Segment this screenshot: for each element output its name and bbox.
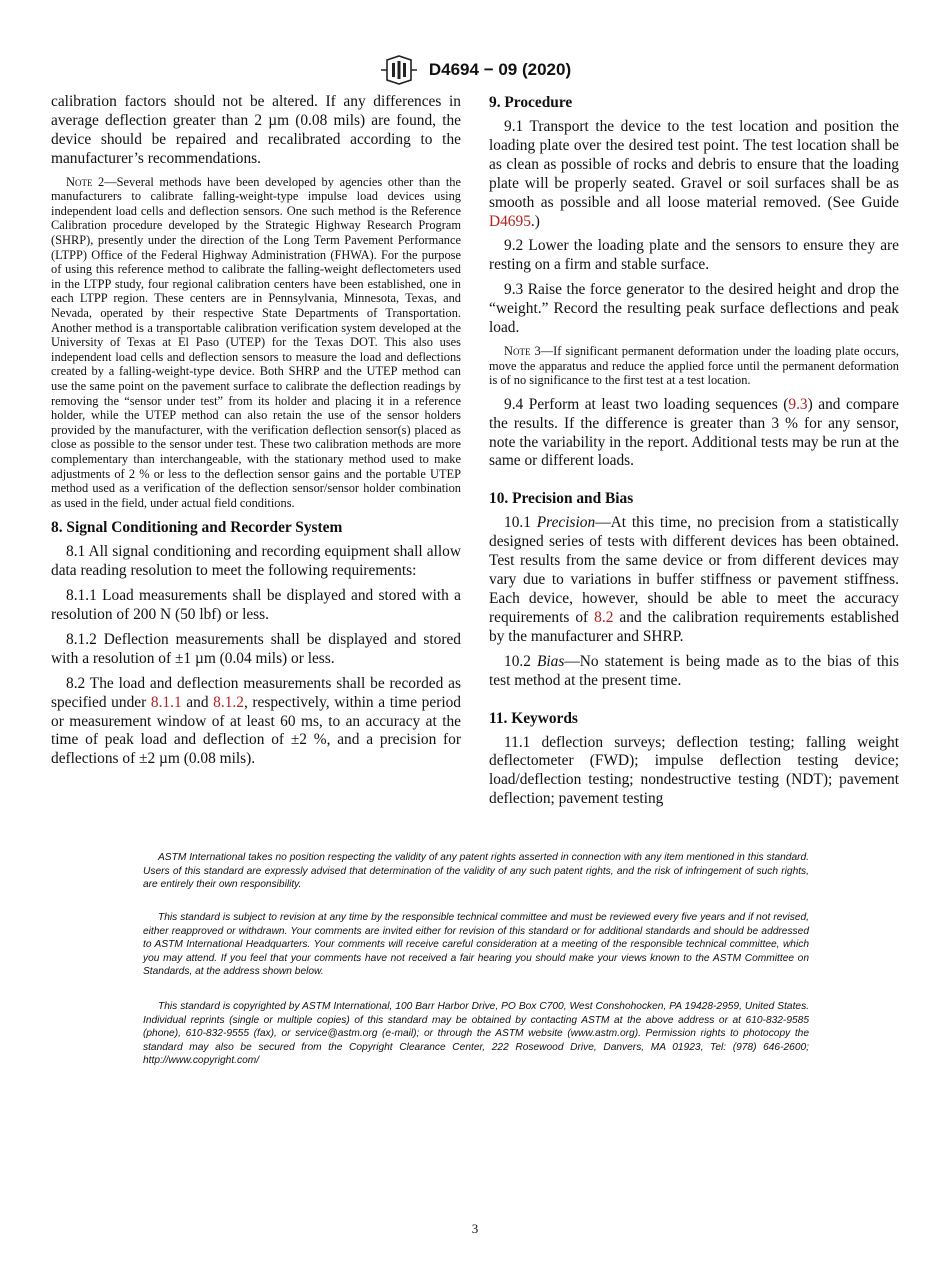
left-column [51,93,461,775]
footer-revision-notice [143,911,809,979]
paragraph-11-1: 11.1 deflection surveys; deflection testing; falling weight deflectometer (FWD); impulse deflection testing device; load/deflection testing; nondestructive testing (NDT); pavement deflection; pavement testing [489,733,899,808]
term-bias: Bias [536,652,565,670]
page-header [0,54,950,86]
paragraph-continued: calibration factors should not be altered. If any differences in average deflection greater than 2 µm (0.08 mils) are found, the device should be repaired and recalibrated according to the manufacturer’s recommendations. [51,93,461,167]
paragraph-10-1 [489,514,899,646]
footer-patent-notice [143,851,809,892]
text-span: and the calibration requirements established by the manufacturer and SHRP. [489,608,899,645]
paragraph-9-1 [489,118,899,231]
footer-text: This standard is subject to revision at any time by the responsible technical committee and must be reviewed every five years and if not revised, either reapproved or withdrawn. Your comments are invited either for revision of this standard or for additional standards and should be addressed to ASTM International Headquarters. Your comments will receive careful consideration at a meeting of the responsible technical committee, which you may attend. If you feel that your comments have not received a fair hearing you should make your views known to the ASTM Committee on Standards, at the address shown below. [143,912,809,978]
text-span: and [181,693,214,711]
paragraph-10-2 [489,653,899,691]
xref-link-8-1-1[interactable]: 8.1.1 [150,693,182,711]
document-id: D4694 − 09 (2020) [428,60,572,79]
section-heading-10: 10. Precision and Bias [489,490,634,508]
page-number: 3 [471,1221,479,1236]
xref-link-d4695[interactable]: D4695 [489,212,531,230]
footer-copyright-notice [143,1000,809,1068]
note-3 [489,344,899,388]
text-span: .) [530,212,540,230]
paragraph-8-1-1: 8.1.1 Load measurements shall be displayed and stored with a resolution of 200 N (50 lbf) or less. [51,587,461,623]
paragraph-9-3: 9.3 Raise the force generator to the desired height and drop the “weight.” Record the resulting peak surface deflections and peak load. [489,281,899,337]
paragraph-8-1: 8.1 All signal conditioning and recording equipment shall allow data reading resolution to meet the following requirements: [51,543,461,580]
text-span: , respectively, within a time period or measurement window of at least 60 ms, to an accuracy at the time of peak load and deflection of ±2 %, and a precision for deflections of ±2 µm (0.08 mils). [51,693,462,768]
paragraph-8-2 [51,675,461,770]
text-span: 9.1 Transport the device to the test location and position the loading plate over the desired test point. The test location shall be as clean as possible of rocks and debris to ensure that the loading plate will be properly seated. Gravel or soil surfaces shall be as smooth as possible and all loose material removed. (See Guide [489,118,899,211]
paragraph-9-2: 9.2 Lower the loading plate and the sensors to ensure they are resting on a firm and stable surface. [489,237,899,274]
xref-link-9-3[interactable]: 9.3 [788,395,808,413]
note-label: Note 3 [504,343,541,358]
note-text: —Several methods have been developed by agencies other than the manufacturers to calibrate falling-weight-type impulse load devices using independent load cells and deflection sensors. One such method is the Reference Calibration procedure developed by the Strategic Highway Research Program (SHRP), presently under the direction of the Long Term Pavement Performance (LTPP) Office of the Federal Highway Administration (FHWA). For the purpose of using this reference method to calibrate the falling-weight deflectometers used in the LTPP study, four regional calibration centers have been established, one in each LTPP region. These centers are in Pennsylvania, Minnesota, Texas, and Nevada, operated by their respective State Departments of Transportation. Another method is a transportable calibration verification system developed at the University of Texas at El Paso (UTEP) for the Texas DOT. This also uses independent load cells and deflection sensors to measure the load and deflections created by a falling-weight-type device. Both SHRP and the UTEP method can use the same point on the pavement surface to calibrate the deflection readings by removing the “sensor under test” from its holder and placing it in a reference holder, while the UTEP method can also retain the use of the sensor holders provided by the manufacturer, with the verification deflection sensor(s) placed as close as possible to the sensor under test. These two calibration methods are more complementary than interchangeable, with the stationary method used to make adjustments of 2 % or less to the deflection sensor gains and the portable UTEP method used as a verification of the deflection sensor/sensor holder combination as used in the field, under actual field conditions. [51,174,461,510]
note-2 [51,175,461,511]
astm-logo-icon [379,54,419,86]
text-span: —At this time, no precision from a statistically designed series of tests with different devices has been obtained. Test results from the same device or from different devices may vary due to variations in buffer stiffness or pavement stiffness. Each device, however, should be able to meet the accuracy requirements of [489,514,899,626]
term-precision: Precision [536,514,596,532]
xref-link-8-2[interactable]: 8.2 [594,608,614,626]
section-heading-8: 8. Signal Conditioning and Recorder System [51,519,343,537]
spacer [489,477,899,489]
text-span: 8.2 The load and deflection measurements shall be recorded as specified under [51,674,461,711]
footer-text: ASTM International takes no position respecting the validity of any patent rights asserted in connection with any item mentioned in this standard. Users of this standard are expressly advised that determination of the validity of any such patent rights, and the risk of infringement of such rights, are entirely their own responsibility. [143,852,809,891]
spacer [489,697,899,709]
section-heading-9: 9. Procedure [489,94,573,111]
text-span: 10.1 [504,514,537,532]
paragraph-9-4 [489,396,899,472]
right-column [489,93,899,815]
text-span: ) and compare the results. If the difference is greater than 3 % for any sensor, note the variability in the report. Additional tests may be run at the same or different loads. [489,395,899,470]
note-label: Note 2 [66,174,105,189]
paragraph-8-1-2: 8.1.2 Deflection measurements shall be displayed and stored with a resolution of ±1 µm (0.04 mils) or less. [51,630,461,667]
note-text: —If significant permanent deformation under the loading plate occurs, move the apparatus and reduce the applied force until the permanent deformation is of no significance to the first test at a test location. [489,343,899,388]
footer-text: This standard is copyrighted by ASTM International, 100 Barr Harbor Drive, PO Box C700, West Conshohocken, PA 19428-2959, United States. Individual reprints (single or multiple copies) of this standard may be obtained by contacting ASTM at the above address or at 610-832-9585 (phone), 610-832-9555 (fax), or service@astm.org (e-mail); or through the ASTM website (www.astm.org). Permission rights to photocopy the standard may also be secured from the Copyright Clearance Center, 222 Rosewood Drive, Danvers, MA 01923, Tel: (978) 646-2600; http://www.copyright.com/ [143,1001,809,1067]
section-heading-11: 11. Keywords [489,709,578,727]
xref-link-8-1-2[interactable]: 8.1.2 [213,693,244,711]
text-span: 10.2 [504,652,537,670]
text-span: —No statement is being made as to the bias of this test method at the present time. [489,652,900,689]
text-span: 9.4 Perform at least two loading sequences ( [504,395,789,413]
